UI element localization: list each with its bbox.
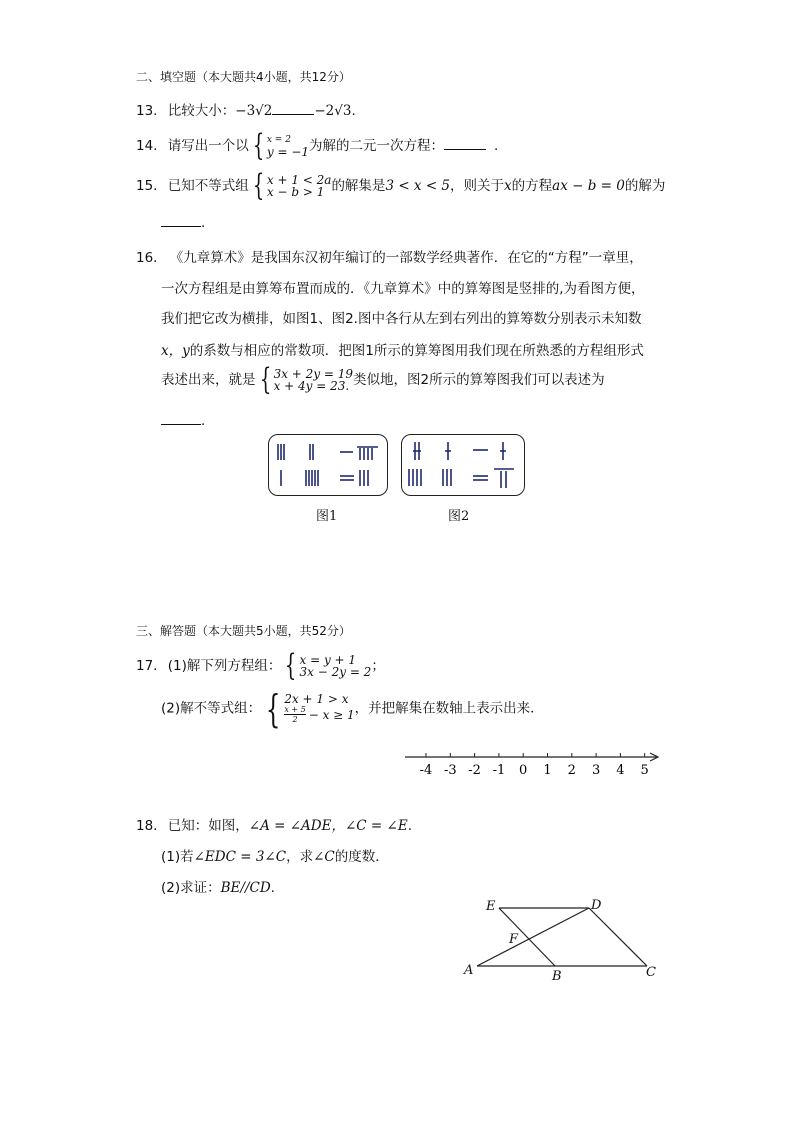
question-16-line-4: [161, 339, 644, 359]
end-punct: .: [270, 880, 275, 896]
fraction-denominator: 2: [292, 715, 298, 724]
end-punct: .: [351, 103, 356, 119]
axis-tick-label: 2: [567, 763, 576, 778]
answer-blank[interactable]: [272, 100, 314, 115]
claim: BE//CD: [220, 880, 271, 896]
axis-tick-label: -2: [468, 763, 481, 778]
axis-tick-label: -1: [492, 763, 506, 778]
fig2-rod-f: [473, 469, 514, 488]
question-text-b: 的解集是: [331, 178, 386, 194]
system-row-2: 3x − 2y = 2: [299, 665, 372, 679]
fig2-rod-d: [409, 469, 421, 486]
number-line: [400, 748, 665, 778]
question-13: [136, 99, 356, 119]
system-row-1: x = 2: [266, 135, 291, 145]
question-number: 18.: [136, 818, 158, 834]
point-label-b: B: [552, 969, 562, 984]
system-row-2: x − b > 1: [266, 185, 325, 199]
question-text: 《九章算术》是我国东汉初年编订的一部数学经典著作．在它的“方程”一章里，: [169, 250, 643, 266]
fig1-rod-3: [278, 444, 284, 460]
part-1-text-e: 的度数．: [334, 849, 389, 865]
question-17-part-1: [136, 648, 385, 683]
part-1-text-a: (1)若: [161, 849, 194, 865]
system-row-1: 2x + 1 > x: [284, 692, 349, 706]
axis-tick-label: 5: [640, 763, 649, 778]
answer-blank[interactable]: [161, 410, 201, 425]
equation-system: { 3x + 2y = 19 x + 4y = 23.: [259, 362, 354, 397]
question-text-a: 请写出一个以: [167, 138, 249, 154]
question-18-part-2: [161, 876, 275, 896]
question-number: 16.: [136, 250, 158, 266]
equation-system: { x = y + 1 3x − 2y = 2: [285, 648, 372, 683]
question-text-c: ，则关于: [450, 178, 505, 194]
fig2-rod-a: [413, 442, 421, 460]
fig1-rod-23: [340, 470, 368, 486]
fig1-rod-4: [306, 470, 318, 486]
end-punct: .: [407, 818, 412, 834]
question-number: 17.: [136, 658, 158, 674]
point-label-e: E: [486, 899, 496, 914]
system-row-1: 3x + 2y = 19: [273, 367, 354, 381]
segment-ad: [477, 908, 589, 966]
question-17-part-2: [161, 686, 544, 731]
counting-rod-figures: [268, 434, 528, 498]
angle-c: ∠C: [313, 849, 335, 865]
question-16-line-1: [136, 246, 643, 266]
section-3-heading: 三、解答题（本大题共5小题，共52分）: [136, 624, 351, 638]
axis-tick-label: -4: [419, 763, 433, 778]
question-16-line-2: 一次方程组是由算筹布置而成的．《九章算术》中的算筹图是竖排的,为看图方便，: [161, 281, 645, 297]
axis-tick-label: 3: [591, 763, 601, 778]
question-text-d: 的方程: [511, 178, 553, 194]
system-row-2-rest: − x ≥ 1: [308, 707, 355, 722]
question-number: 15.: [136, 178, 158, 194]
question-number: 13.: [136, 103, 158, 119]
end-punct: .: [201, 215, 206, 231]
point-label-f: F: [509, 932, 519, 947]
equation: ax − b = 0: [552, 178, 625, 194]
point-label-c: C: [646, 965, 656, 980]
end-punct: ；: [371, 658, 385, 674]
geometry-figure: [455, 892, 670, 987]
question-text-e: 的解为: [624, 178, 666, 194]
question-text-b: 类似地，图2所示的算筹图我们可以表述为: [353, 372, 605, 388]
figure-1-label: 图1: [316, 509, 338, 524]
answer-blank[interactable]: [161, 212, 201, 227]
answer-blank[interactable]: [444, 135, 486, 150]
part-1-label: (1)解下列方程组：: [167, 658, 282, 674]
fig2-rod-b: [445, 442, 451, 460]
question-16-line-3: 我们把它改为横排，如图1、图2.图中各行从左到右列出的算筹数分别表示未知数: [161, 311, 642, 327]
fig2-rod-c: [473, 442, 506, 460]
question-text-a: 已知：如图，: [167, 818, 249, 834]
question-text: 的系数与相应的常数项．把图1所示的算筹图用我们现在所熟悉的方程组形式: [189, 343, 644, 359]
expr-right: −2√3: [314, 103, 352, 119]
fig1-rod-19: [340, 447, 378, 460]
fraction-numerator: x + 5: [284, 705, 306, 714]
axis-tick-label: -3: [443, 763, 457, 778]
part-2-label: (2)解不等式组：: [161, 700, 262, 717]
inequality-system: { 2x + 1 > x $\frac{x + 5}{2}$ − x ≥ 1: [265, 686, 355, 731]
variables: x，y: [161, 343, 190, 359]
system-row-2: x + 4y = 23.: [273, 379, 350, 393]
end-punct: .: [201, 413, 206, 429]
inequality-system: { x + 1 < 2a x − b > 1: [252, 168, 332, 203]
given-conditions: ∠A = ∠ADE，∠C = ∠E: [248, 818, 408, 834]
fig1-rod-2: [310, 444, 313, 460]
point-label-d: D: [591, 898, 602, 913]
system-row-1: x = y + 1: [299, 653, 357, 667]
question-18-line-1: [136, 814, 412, 834]
question-15: [136, 168, 666, 203]
system-row-2: y = −1: [266, 145, 310, 159]
solution-range: 3 < x < 5: [385, 178, 451, 194]
question-16-answer: [161, 410, 205, 429]
question-text-a: 表述出来，就是: [161, 372, 256, 388]
question-text-b: 为解的二元一次方程：: [309, 138, 445, 154]
point-label-a: A: [464, 963, 474, 978]
part-2-text-a: (2)求证：: [161, 880, 221, 896]
question-18-part-1: [161, 845, 389, 865]
question-14: [136, 128, 499, 163]
question-text: ，并把解集在数轴上表示出来．: [354, 700, 544, 717]
question-number: 14.: [136, 138, 158, 154]
segment-dc: [589, 908, 647, 966]
axis-tick-label: 4: [616, 763, 625, 778]
question-15-answer: [161, 212, 205, 231]
condition: ∠EDC = 3∠C: [193, 849, 287, 865]
system-row-1: x + 1 < 2a: [266, 173, 332, 187]
question-16-line-5: [161, 362, 605, 397]
axis-tick-label: 1: [543, 763, 552, 778]
section-2-heading: 二、填空题（本大题共4小题，共12分）: [136, 70, 351, 84]
equation-system: { x = 2 y = −1: [252, 128, 310, 163]
fig2-rod-e: [443, 469, 451, 486]
axis-tick-label: 0: [519, 763, 528, 778]
segment-eb: [499, 908, 555, 966]
figure-2-label: 图2: [448, 509, 470, 524]
end-punct: .: [494, 138, 499, 154]
expr-left: −3√2: [235, 103, 273, 119]
question-text-a: 已知不等式组: [167, 178, 249, 194]
question-text: 比较大小：: [167, 103, 236, 119]
part-1-text-c: ，求: [286, 849, 314, 865]
variable: x: [504, 178, 512, 194]
